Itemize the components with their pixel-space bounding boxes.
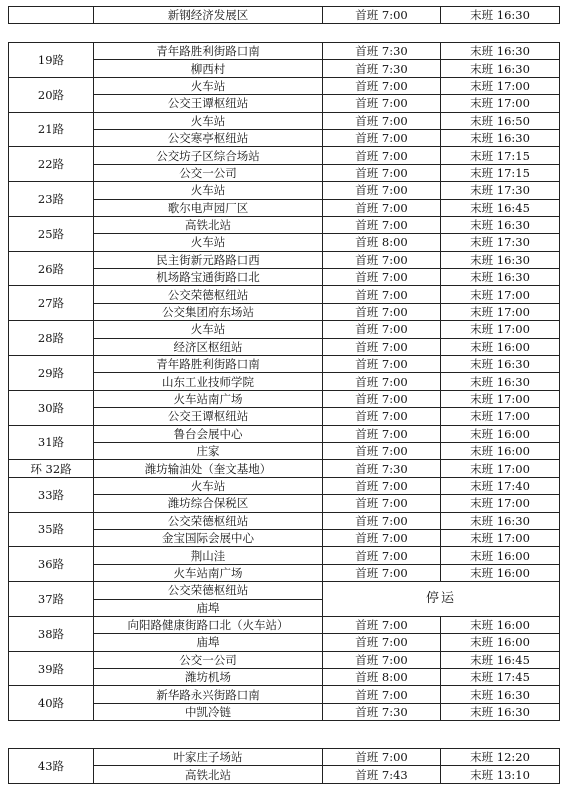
first-bus-cell: 首班 7:00 [323, 477, 441, 494]
stop-cell: 叶家庄子场站 [94, 749, 323, 766]
first-bus-cell: 首班 7:00 [323, 634, 441, 651]
last-bus-cell: 末班 17:00 [441, 95, 560, 112]
stop-cell: 火车站 [94, 77, 323, 94]
first-bus-cell: 首班 7:00 [323, 373, 441, 390]
route-cell: 28路 [9, 321, 94, 356]
first-bus-cell: 首班 7:00 [323, 356, 441, 373]
first-bus-cell: 首班 8:00 [323, 669, 441, 686]
stop-cell: 公交王谭枢纽站 [94, 408, 323, 425]
route-cell: 36路 [9, 547, 94, 582]
first-bus-cell: 首班 7:00 [323, 321, 441, 338]
route-cell: 35路 [9, 512, 94, 547]
first-bus-cell: 首班 7:00 [323, 390, 441, 407]
last-bus-cell: 末班 17:00 [441, 460, 560, 477]
last-bus-cell: 末班 17:15 [441, 147, 560, 164]
route-cell: 29路 [9, 356, 94, 391]
stop-cell: 潍坊输油处（奎文基地） [94, 460, 323, 477]
first-bus-cell: 首班 7:30 [323, 60, 441, 77]
route-cell: 26路 [9, 251, 94, 286]
stop-cell: 柳西村 [94, 60, 323, 77]
table-row [9, 147, 560, 164]
last-bus-cell: 末班 16:30 [441, 7, 560, 24]
first-bus-cell: 首班 7:00 [323, 251, 441, 268]
route-cell: 43路 [9, 749, 94, 784]
table-row [9, 749, 560, 766]
route-cell: 23路 [9, 182, 94, 217]
stop-cell: 高铁北站 [94, 766, 323, 783]
stop-cell: 火车站 [94, 321, 323, 338]
route-cell: 19路 [9, 43, 94, 78]
table-row [9, 425, 560, 442]
first-bus-cell: 首班 7:00 [323, 338, 441, 355]
stop-cell: 青年路胜利街路口南 [94, 43, 323, 60]
schedule-body [9, 43, 560, 721]
route-cell: 33路 [9, 477, 94, 512]
last-bus-cell: 末班 12:20 [441, 749, 560, 766]
stop-cell: 山东工业技师学院 [94, 373, 323, 390]
table-row [9, 582, 560, 599]
suspended-status-cell: 停运 [323, 582, 560, 617]
stop-cell: 鲁台会展中心 [94, 425, 323, 442]
first-bus-cell: 首班 7:00 [323, 547, 441, 564]
last-bus-cell: 末班 17:45 [441, 669, 560, 686]
last-bus-cell: 末班 16:30 [441, 60, 560, 77]
table-row [9, 460, 560, 477]
last-bus-cell: 末班 16:45 [441, 651, 560, 668]
stop-cell: 公交寒亭枢纽站 [94, 129, 323, 146]
first-bus-cell: 首班 7:43 [323, 766, 441, 783]
last-bus-cell: 末班 17:00 [441, 495, 560, 512]
stop-cell: 公交荣德枢纽站 [94, 512, 323, 529]
stop-cell: 向阳路健康街路口北（火车站） [94, 616, 323, 633]
first-bus-cell: 首班 7:00 [323, 651, 441, 668]
route-cell: 40路 [9, 686, 94, 721]
first-bus-cell: 首班 7:00 [323, 269, 441, 286]
stop-cell: 公交一公司 [94, 651, 323, 668]
stop-cell: 高铁北站 [94, 216, 323, 233]
last-bus-cell: 末班 16:00 [441, 425, 560, 442]
last-bus-cell: 末班 16:30 [441, 356, 560, 373]
route-cell [9, 7, 94, 24]
last-bus-cell: 末班 17:30 [441, 234, 560, 251]
table-row [9, 251, 560, 268]
stop-cell: 公交集团府东场站 [94, 303, 323, 320]
last-bus-cell: 末班 17:40 [441, 477, 560, 494]
table-row [9, 77, 560, 94]
stop-cell: 火车站 [94, 112, 323, 129]
route-cell: 39路 [9, 651, 94, 686]
stop-cell: 火车站南广场 [94, 390, 323, 407]
last-bus-cell: 末班 16:50 [441, 112, 560, 129]
stop-cell: 火车站 [94, 477, 323, 494]
table-row [9, 286, 560, 303]
last-bus-cell: 末班 16:30 [441, 269, 560, 286]
stop-cell: 庙埠 [94, 634, 323, 651]
last-bus-cell: 末班 17:00 [441, 77, 560, 94]
table-row [9, 616, 560, 633]
first-bus-cell: 首班 7:30 [323, 703, 441, 720]
first-bus-cell: 首班 8:00 [323, 234, 441, 251]
last-bus-cell: 末班 16:00 [441, 634, 560, 651]
first-bus-cell: 首班 7:00 [323, 564, 441, 581]
stop-cell: 青年路胜利街路口南 [94, 356, 323, 373]
last-bus-cell: 末班 16:00 [441, 564, 560, 581]
first-bus-cell: 首班 7:00 [323, 7, 441, 24]
route-cell: 22路 [9, 147, 94, 182]
table-row [9, 321, 560, 338]
stop-cell: 新华路永兴街路口南 [94, 686, 323, 703]
first-bus-cell: 首班 7:00 [323, 303, 441, 320]
first-bus-cell: 首班 7:00 [323, 129, 441, 146]
stop-cell: 歌尔电声园厂区 [94, 199, 323, 216]
route-cell: 31路 [9, 425, 94, 460]
table-row [9, 477, 560, 494]
first-bus-cell: 首班 7:00 [323, 164, 441, 181]
stop-cell: 庄家 [94, 442, 323, 459]
table-row [9, 112, 560, 129]
last-bus-cell: 末班 16:00 [441, 616, 560, 633]
first-bus-cell: 首班 7:00 [323, 95, 441, 112]
first-bus-cell: 首班 7:00 [323, 616, 441, 633]
first-bus-cell: 首班 7:30 [323, 460, 441, 477]
stop-cell: 公交坊子区综合场站 [94, 147, 323, 164]
stop-cell: 金宝国际会展中心 [94, 529, 323, 546]
last-bus-cell: 末班 17:30 [441, 182, 560, 199]
schedule-table-top [8, 6, 560, 24]
route-cell: 25路 [9, 216, 94, 251]
stop-cell: 火车站南广场 [94, 564, 323, 581]
route-cell: 38路 [9, 616, 94, 651]
stop-cell: 火车站 [94, 234, 323, 251]
last-bus-cell: 末班 16:30 [441, 686, 560, 703]
schedule-table-main [8, 42, 560, 721]
route-cell: 20路 [9, 77, 94, 112]
last-bus-cell: 末班 13:10 [441, 766, 560, 783]
stop-cell: 潍坊机场 [94, 669, 323, 686]
last-bus-cell: 末班 16:30 [441, 129, 560, 146]
table-row [9, 547, 560, 564]
last-bus-cell: 末班 16:30 [441, 251, 560, 268]
last-bus-cell: 末班 17:00 [441, 286, 560, 303]
last-bus-cell: 末班 16:30 [441, 703, 560, 720]
table-row [9, 512, 560, 529]
first-bus-cell: 首班 7:00 [323, 686, 441, 703]
first-bus-cell: 首班 7:00 [323, 199, 441, 216]
route-cell: 21路 [9, 112, 94, 147]
stop-cell: 公交荣德枢纽站 [94, 582, 323, 599]
first-bus-cell: 首班 7:00 [323, 495, 441, 512]
table-row [9, 686, 560, 703]
first-bus-cell: 首班 7:00 [323, 112, 441, 129]
first-bus-cell: 首班 7:00 [323, 182, 441, 199]
last-bus-cell: 末班 16:30 [441, 43, 560, 60]
stop-cell: 机场路宝通街路口北 [94, 269, 323, 286]
first-bus-cell: 首班 7:00 [323, 425, 441, 442]
last-bus-cell: 末班 16:00 [441, 547, 560, 564]
first-bus-cell: 首班 7:00 [323, 408, 441, 425]
route-cell: 环 32路 [9, 460, 94, 477]
last-bus-cell: 末班 17:00 [441, 390, 560, 407]
route-cell: 37路 [9, 582, 94, 617]
stop-cell: 中凯冷链 [94, 703, 323, 720]
last-bus-cell: 末班 16:30 [441, 373, 560, 390]
first-bus-cell: 首班 7:00 [323, 216, 441, 233]
table-row [9, 7, 560, 24]
stop-cell: 庙埠 [94, 599, 323, 616]
stop-cell: 公交荣德枢纽站 [94, 286, 323, 303]
stop-cell: 潍坊综合保税区 [94, 495, 323, 512]
route-cell: 27路 [9, 286, 94, 321]
last-bus-cell: 末班 16:30 [441, 216, 560, 233]
first-bus-cell: 首班 7:30 [323, 43, 441, 60]
last-bus-cell: 末班 17:15 [441, 164, 560, 181]
stop-cell: 新钢经济发展区 [94, 7, 323, 24]
first-bus-cell: 首班 7:00 [323, 512, 441, 529]
last-bus-cell: 末班 16:30 [441, 512, 560, 529]
first-bus-cell: 首班 7:00 [323, 286, 441, 303]
schedule-table-bottom [8, 748, 560, 784]
table-row [9, 43, 560, 60]
first-bus-cell: 首班 7:00 [323, 147, 441, 164]
table-row [9, 356, 560, 373]
last-bus-cell: 末班 16:45 [441, 199, 560, 216]
stop-cell: 荆山洼 [94, 547, 323, 564]
last-bus-cell: 末班 16:00 [441, 338, 560, 355]
first-bus-cell: 首班 7:00 [323, 77, 441, 94]
table-row [9, 182, 560, 199]
stop-cell: 民主街新元路路口西 [94, 251, 323, 268]
last-bus-cell: 末班 17:00 [441, 321, 560, 338]
stop-cell: 火车站 [94, 182, 323, 199]
route-cell: 30路 [9, 390, 94, 425]
schedule-body-bottom [9, 749, 560, 784]
first-bus-cell: 首班 7:00 [323, 442, 441, 459]
table-row [9, 651, 560, 668]
last-bus-cell: 末班 16:00 [441, 442, 560, 459]
last-bus-cell: 末班 17:00 [441, 408, 560, 425]
last-bus-cell: 末班 17:00 [441, 529, 560, 546]
stop-cell: 经济区枢纽站 [94, 338, 323, 355]
table-row [9, 390, 560, 407]
first-bus-cell: 首班 7:00 [323, 529, 441, 546]
stop-cell: 公交王谭枢纽站 [94, 95, 323, 112]
stop-cell: 公交一公司 [94, 164, 323, 181]
first-bus-cell: 首班 7:00 [323, 749, 441, 766]
table-row [9, 216, 560, 233]
last-bus-cell: 末班 17:00 [441, 303, 560, 320]
